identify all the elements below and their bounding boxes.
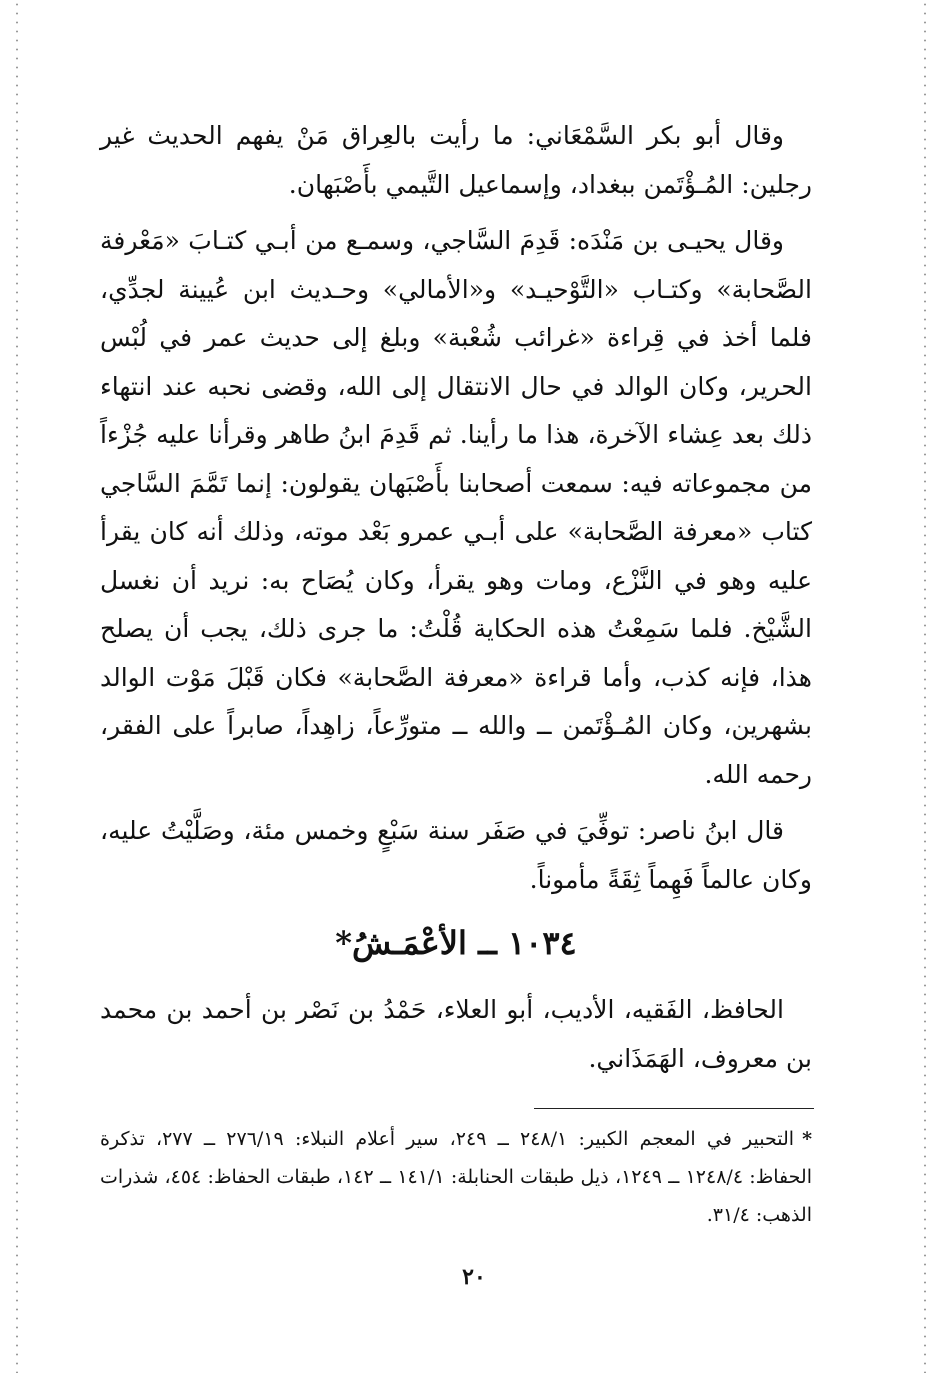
right-margin-dots <box>924 0 926 1373</box>
entry-heading: ١٠٣٤ ــ الأعْمَـشُ* <box>335 924 577 962</box>
paragraph-ibn-nasir: قال ابنُ ناصر: توفِّيَ في صَفَر سنة سَبْعٍ وخمس مئة، وصَلَّيْتُ عليه، وكان عالماً فَهِماً ثِقَةً مأموناً. <box>100 816 812 894</box>
footnote <box>100 1120 812 1234</box>
paragraph-samani: وقال أبو بكر السَّمْعَاني: ما رأيت بالعِراق مَنْ يفهم الحديث غير رجلين: المُـؤْتَمن ببغداد، وإسماعيل التَّيمي بأَصْبَهان. <box>100 121 812 199</box>
footnote-marker: * <box>802 1128 813 1150</box>
left-margin-dots <box>16 0 18 1373</box>
footnote-text: التحبير في المعجم الكبير: ٢٤٨/١ ــ ٢٤٩، سير أعلام النبلاء: ٢٧٦/١٩ ــ ٢٧٧، تذكرة الحفاظ: ١٢٤٨/٤ ــ ١٢٤٩، ذيل طبقات الحنابلة: ١٤١/١ ــ ١٤٢، طبقات الحفاظ: ٤٥٤، شذرات الذهب: ٣١/٤. <box>100 1128 813 1226</box>
paragraph-entry-biography: الحافظ، الفَقيه، الأديب، أبو العلاء، حَمْدُ بن نَصْر بن أحمد بن محمد بن معروف، الهَمَذَاني. <box>100 995 812 1073</box>
paragraph-yahya-ibn-mandah: وقال يحيـى بن مَنْدَه: قَدِمَ السَّاجي، وسمـع من أبـي كتـابَ «مَعْرفة الصَّحابة» وكتـاب «التَّوْحيـد» و«الأمالي» وحـديث ابن عُيينة لجدِّي، فلما أخذ في قِراءة «غرائب شُعْبة» وبلغ إلى حديث عمر في لُبْس الحرير، وكان الوالد في حال الانتقال إلى الله، وقضى نحبه عند انتهاء ذلك بعد عِشاء الآخرة، هذا ما رأينا. ثم قَدِمَ ابنُ طاهر وقرأنا عليه جُزْءاً من مجموعاته فيه: سمعت أصحابنا بأَصْبَهان يقولون: إنما تَمَّمَ السَّاجي كتاب «معرفة الصَّحابة» على أبـي عمرو بَعْد موته، وذلك أنه كان يقرأ عليه وهو في النَّزْع، ومات وهو يقرأ، وكان يُصَاح به: نريد أن نغسل الشَّيْخ. فلما سَمِعْتُ هذه الحكاية قُلْتُ: ما جرى ذلك، يجب أن يصلح هذا، فإنه كذب، وأما قراءة «معرفة الصَّحابة» فكان قَبْلَ مَوْت الوالد بشهرين، وكان المُـؤْتَمن ــ والله ــ متورِّعاً، زاهِداً، صابراً على الفقر، رحمه الله. <box>100 226 812 789</box>
main-text <box>100 112 812 1091</box>
footnote-separator <box>534 1108 814 1109</box>
page-number: ٢٠ <box>462 1264 486 1290</box>
